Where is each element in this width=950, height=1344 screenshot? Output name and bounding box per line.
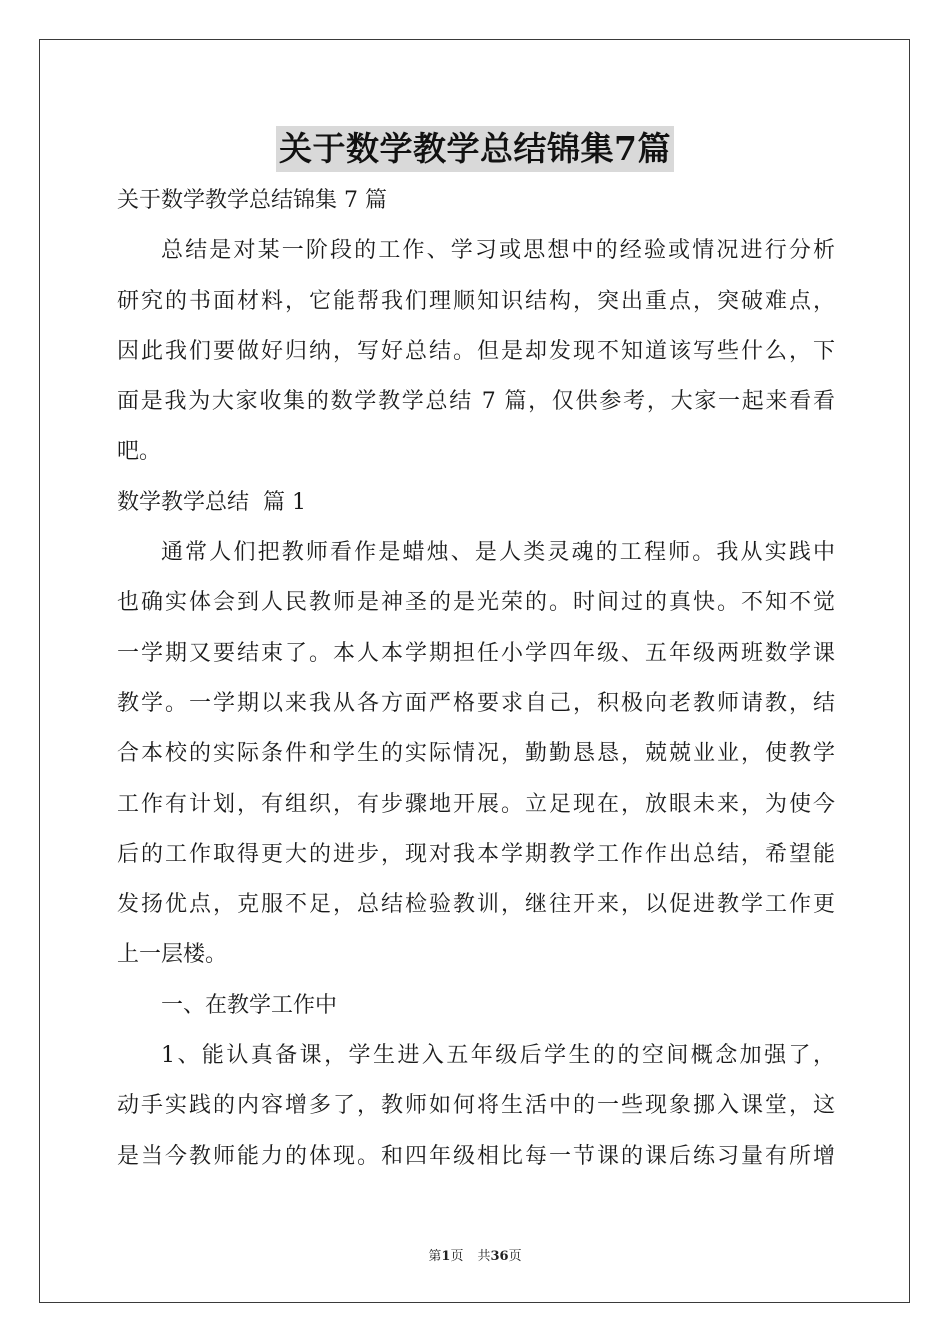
paragraph-line: 面是我为大家收集的数学教学总结 7 篇，仅供参考，大家一起来看看 — [117, 389, 835, 415]
section-heading: 数学教学总结 篇 1 — [117, 489, 306, 515]
paragraph-line: 教学。一学期以来我从各方面严格要求自己，积极向老教师请教，结 — [117, 690, 835, 716]
paragraph-line: 因此我们要做好归纳，写好总结。但是却发现不知道该写些什么，下 — [117, 338, 835, 364]
paragraph-line: 是当今教师能力的体现。和四年级相比每一节课的课后练习量有所增 — [117, 1143, 835, 1169]
total-suffix: 页 — [508, 1249, 522, 1264]
document-title: 关于数学教学总结锦集7篇 — [276, 126, 674, 172]
sub-heading: 一、在教学工作中 — [161, 992, 338, 1018]
document-body — [117, 176, 835, 1182]
paragraph-line: 吧。 — [117, 439, 162, 465]
paragraph-line: 通常人们把教师看作是蜡烛、是人类灵魂的工程师。我从实践中 — [161, 540, 835, 566]
paragraph-line: 总结是对某一阶段的工作、学习或思想中的经验或情况进行分析 — [161, 238, 835, 264]
document-subtitle: 关于数学教学总结锦集 7 篇 — [117, 188, 387, 213]
total-prefix: 共 — [477, 1249, 491, 1264]
body-paragraph-1 — [117, 528, 835, 981]
paragraph-line: 工作有计划，有组织，有步骤地开展。立足现在，放眼未来，为使今 — [117, 791, 835, 817]
paragraph-line: 一学期又要结束了。本人本学期担任小学四年级、五年级两班数学课 — [117, 640, 835, 666]
page-prefix: 第 — [428, 1249, 442, 1264]
paragraph-line: 发扬优点，克服不足，总结检验教训，继往开来，以促进教学工作更 — [117, 892, 835, 918]
paragraph-line: 上一层楼。 — [117, 942, 228, 968]
title-container — [0, 126, 950, 172]
paragraph-line: 动手实践的内容增多了，教师如何将生活中的一些现象挪入课堂，这 — [117, 1093, 835, 1119]
body-paragraph-2 — [117, 1031, 835, 1182]
page-footer — [0, 1248, 950, 1266]
total-pages: 36 — [490, 1249, 509, 1264]
paragraph-line: 也确实体会到人民教师是神圣的是光荣的。时间过的真快。不知不觉 — [117, 590, 835, 616]
page-suffix: 页 — [450, 1249, 464, 1264]
intro-paragraph — [117, 226, 835, 477]
paragraph-line: 研究的书面材料，它能帮我们理顺知识结构，突出重点，突破难点， — [117, 288, 835, 314]
paragraph-line: 1、能认真备课，学生进入五年级后学生的的空间概念加强了， — [161, 1043, 835, 1069]
paragraph-line: 合本校的实际条件和学生的实际情况，勤勤恳恳，兢兢业业，使教学 — [117, 741, 835, 767]
page-current: 1 — [441, 1249, 451, 1264]
paragraph-line: 后的工作取得更大的进步，现对我本学期教学工作作出总结，希望能 — [117, 841, 835, 867]
